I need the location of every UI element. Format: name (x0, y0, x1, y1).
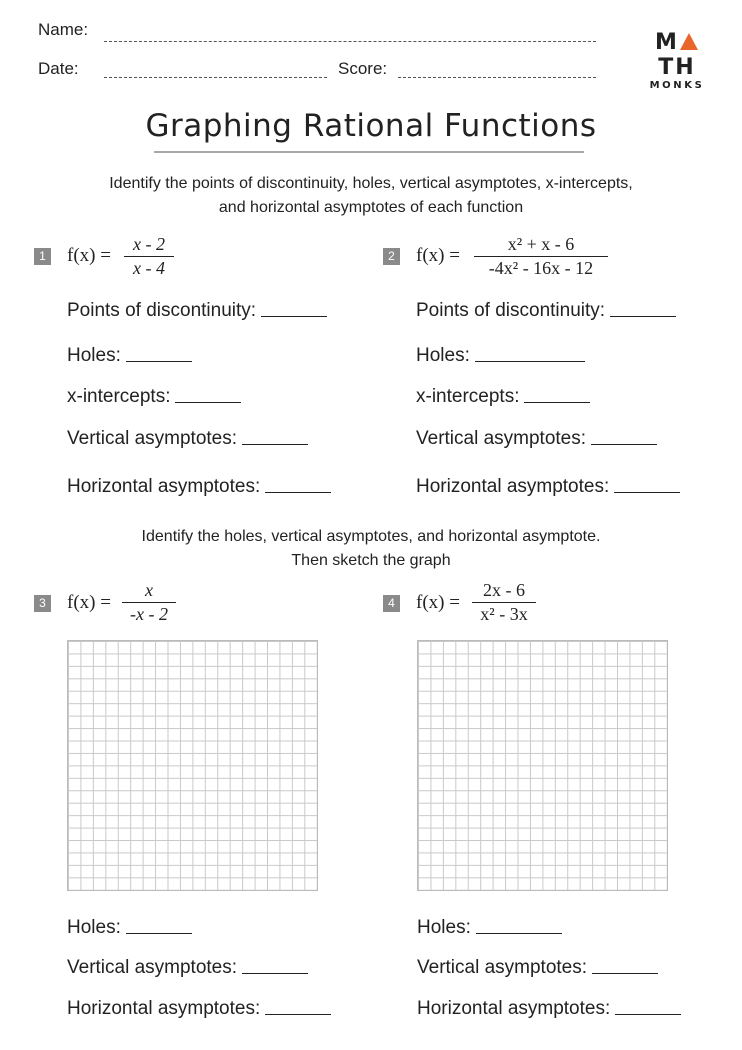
problem-3-number: 3 (34, 595, 51, 612)
section1-instruction-line2: and horizontal asymptotes of each function (218, 199, 524, 216)
problem-2-denominator: -4x² - 16x - 12 (488, 258, 594, 278)
p2-xint-row (416, 386, 590, 408)
p2-discontinuity-row (416, 300, 676, 322)
p1-hasym-label: Horizontal asymptotes: (67, 476, 261, 497)
date-label: Date: (38, 59, 79, 78)
p2-vasym-blank[interactable] (591, 429, 657, 445)
p3-vasym-row (67, 957, 308, 979)
problem-2-numerator: x² + x - 6 (474, 234, 608, 257)
section1-instructions (0, 172, 742, 220)
p1-hasym-blank[interactable] (265, 477, 331, 493)
p4-hasym-label: Horizontal asymptotes: (417, 998, 611, 1019)
date-line[interactable] (104, 77, 327, 78)
p3-hasym-label: Horizontal asymptotes: (67, 998, 261, 1019)
p4-vasym-blank[interactable] (592, 958, 658, 974)
problem-3-lhs: f(x) = (67, 592, 111, 613)
section2-instruction-line1: Identify the holes, vertical asymptotes, and horizontal asymptote. (141, 528, 601, 545)
logo-th: TH (658, 55, 696, 80)
p1-discontinuity-blank[interactable] (261, 301, 327, 317)
problem-1-denominator: x - 4 (133, 258, 165, 278)
problem-2-lhs: f(x) = (416, 245, 460, 266)
problem-4-numerator: 2x - 6 (472, 580, 536, 603)
score-label: Score: (338, 59, 388, 78)
p2-discontinuity-blank[interactable] (610, 301, 676, 317)
p2-hasym-blank[interactable] (614, 477, 680, 493)
p3-holes-row (67, 917, 192, 939)
logo-monks: MONKS (649, 80, 705, 91)
p3-hasym-blank[interactable] (265, 999, 331, 1015)
p1-xint-blank[interactable] (175, 387, 241, 403)
problem-3-graph-grid[interactable] (67, 640, 318, 891)
p3-holes-label: Holes: (67, 917, 121, 938)
name-line[interactable] (104, 41, 596, 42)
problem-4-graph-grid[interactable] (417, 640, 668, 891)
problem-1-lhs: f(x) = (67, 245, 111, 266)
p3-vasym-blank[interactable] (242, 958, 308, 974)
section1-instruction-line1: Identify the points of discontinuity, holes, vertical asymptotes, x-intercepts, (109, 175, 633, 192)
name-label: Name: (38, 20, 89, 39)
score-line[interactable] (398, 77, 596, 78)
logo-triangle-icon (680, 33, 698, 50)
problem-2-fraction (474, 234, 608, 279)
title-underline (154, 151, 584, 153)
p1-hasym-row (67, 476, 331, 498)
p2-vasym-label: Vertical asymptotes: (416, 428, 587, 449)
section2-instruction-line2: Then sketch the graph (291, 552, 451, 569)
p1-holes-label: Holes: (67, 345, 121, 366)
problem-2-number: 2 (383, 248, 400, 265)
p1-vasym-label: Vertical asymptotes: (67, 428, 238, 449)
p4-hasym-blank[interactable] (615, 999, 681, 1015)
problem-4-number: 4 (383, 595, 400, 612)
p1-holes-row (67, 345, 192, 367)
p1-xint-row (67, 386, 241, 408)
p2-hasym-label: Horizontal asymptotes: (416, 476, 610, 497)
p1-vasym-row (67, 428, 308, 450)
p3-hasym-row (67, 998, 331, 1020)
p2-hasym-row (416, 476, 680, 498)
p4-holes-row (417, 917, 562, 939)
p1-discontinuity-row (67, 300, 327, 322)
problem-3-numerator: x (122, 580, 176, 603)
math-monks-logo (640, 30, 714, 91)
p2-holes-blank[interactable] (475, 346, 585, 362)
p3-holes-blank[interactable] (126, 918, 192, 934)
p2-xint-blank[interactable] (524, 387, 590, 403)
problem-4-lhs: f(x) = (416, 592, 460, 613)
p1-xint-label: x-intercepts: (67, 386, 171, 407)
problem-3-denominator: -x - 2 (130, 604, 168, 624)
p4-holes-blank[interactable] (476, 918, 562, 934)
problem-1-number: 1 (34, 248, 51, 265)
p2-discontinuity-label: Points of discontinuity: (416, 300, 606, 321)
p4-vasym-label: Vertical asymptotes: (417, 957, 588, 978)
p1-vasym-blank[interactable] (242, 429, 308, 445)
p1-holes-blank[interactable] (126, 346, 192, 362)
p1-discontinuity-label: Points of discontinuity: (67, 300, 257, 321)
p4-hasym-row (417, 998, 681, 1020)
problem-1-fraction (124, 234, 174, 279)
logo-m: M (655, 30, 679, 55)
problem-4-denominator: x² - 3x (480, 604, 528, 624)
p4-vasym-row (417, 957, 658, 979)
p2-xint-label: x-intercepts: (416, 386, 520, 407)
section2-instructions (0, 525, 742, 573)
page-title: Graphing Rational Functions (145, 108, 597, 144)
problem-1-numerator: x - 2 (124, 234, 174, 257)
p3-vasym-label: Vertical asymptotes: (67, 957, 238, 978)
p4-holes-label: Holes: (417, 917, 471, 938)
p2-holes-label: Holes: (416, 345, 470, 366)
p2-holes-row (416, 345, 585, 367)
problem-4-fraction (472, 580, 536, 625)
problem-3-fraction (122, 580, 176, 625)
p2-vasym-row (416, 428, 657, 450)
